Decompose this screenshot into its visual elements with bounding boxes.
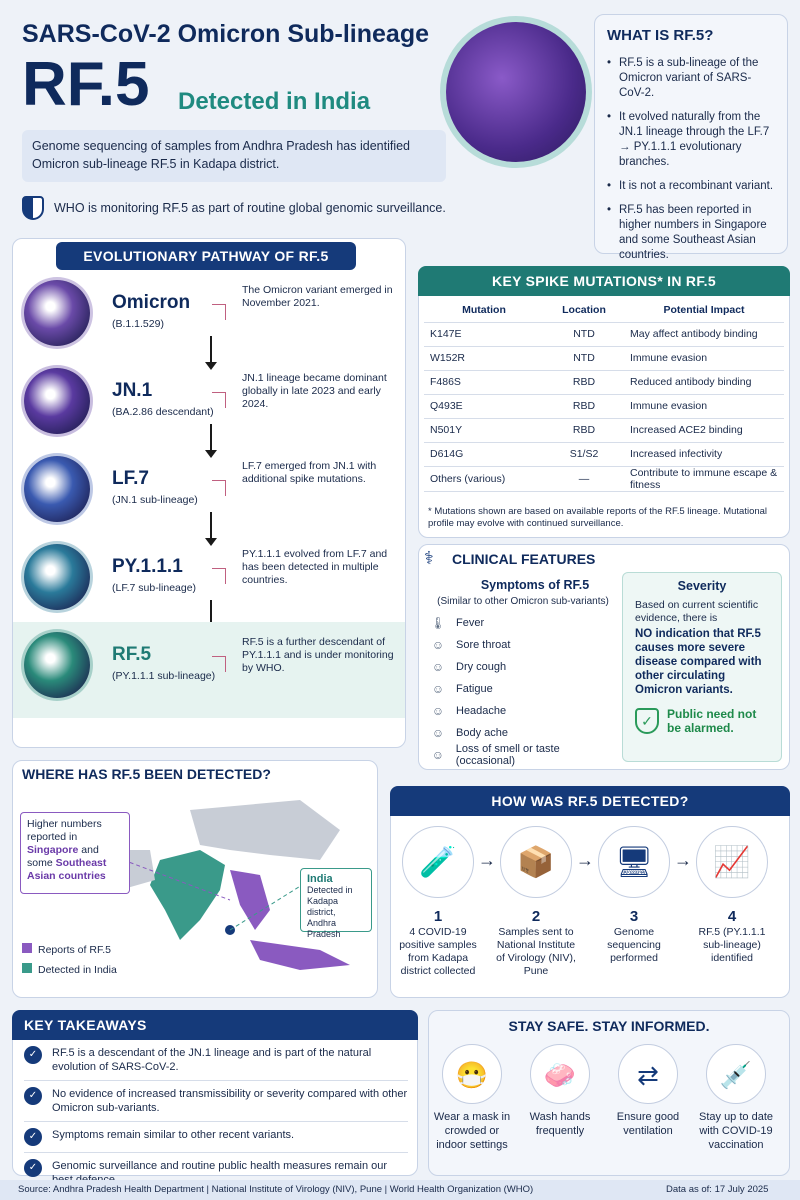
table-cell: D614G [424, 442, 544, 466]
table-cell: RBD [544, 418, 624, 442]
what-is-title: WHAT IS RF.5? [607, 27, 714, 44]
map-land-islands [250, 940, 350, 970]
safety-icon: ⇄ [618, 1044, 678, 1104]
spike-col-header: Potential Impact [624, 298, 784, 322]
pathway-connector [212, 480, 226, 496]
table-cell: Reduced antibody binding [624, 370, 784, 394]
detection-step-icon: 📦 [500, 826, 572, 898]
clinical-title: CLINICAL FEATURES [452, 551, 596, 567]
symptom-item [430, 612, 620, 634]
symptom-icon: ☺ [431, 748, 445, 762]
safe-title: STAY SAFE. STAY INFORMED. [508, 1018, 710, 1034]
table-cell: Q493E [424, 394, 544, 418]
takeaway-item [24, 1040, 408, 1081]
symptom-icon: ☺ [431, 726, 445, 740]
pathway-step-name: Omicron [112, 292, 191, 313]
title-rf5: RF.5 [22, 50, 150, 119]
virus-icon [24, 456, 90, 522]
table-cell: RBD [544, 370, 624, 394]
takeaway-icon: ✓ [24, 1159, 42, 1177]
table-row [424, 370, 784, 394]
table-row [424, 322, 784, 346]
lead-text-box: Genome sequencing of samples from Andhra Pradesh has identified Omicron sub-lineage RF.5 in Kadapa district. [22, 130, 446, 182]
title-line1: SARS-CoV-2 Omicron Sub-lineage [22, 20, 430, 48]
where-box [20, 812, 130, 894]
symptom-label: Dry cough [456, 661, 507, 673]
title-detected: Detected in India [178, 88, 371, 115]
takeaway-text: Genomic surveillance and routine public health measures remain our [52, 1160, 388, 1172]
spike-col-header: Mutation [424, 298, 544, 322]
pathway-connector [212, 656, 226, 672]
table-cell: Contribute to immune escape & fitness [624, 466, 784, 491]
table-cell: Increased ACE2 binding [624, 418, 784, 442]
safety-text: Stay up to date with COVID-19 vaccination [699, 1111, 773, 1151]
india-box [300, 868, 372, 939]
table-cell: F486S [424, 370, 544, 394]
table-row [424, 442, 784, 466]
symptoms-title: Symptoms of RF.5 [480, 578, 590, 592]
table-cell: Immune evasion [624, 394, 784, 418]
safety-icon: 😷 [442, 1044, 502, 1104]
safety-icon: 🧼 [530, 1044, 590, 1104]
pathway-step-name: JN.1 [112, 380, 153, 401]
detection-step-number: 4 [727, 908, 737, 925]
pathway-step-sub: (JN.1 sub-lineage) [112, 494, 198, 506]
table-cell: K147E [424, 322, 544, 346]
detection-step-text: RF.5 (PY.1.1.1 sub-lineage) identified [698, 926, 766, 964]
check-shield-icon: ✓ [635, 708, 659, 734]
takeaway-item [24, 1122, 408, 1153]
pathway-step-desc: LF.7 emerged from JN.1 with additional spike mutations. [242, 460, 377, 485]
safety-icon: 💉 [706, 1044, 766, 1104]
symptom-icon: ☺ [431, 660, 445, 674]
what-is-item: • It evolved naturally from the JN.1 lineage through the LF.7 → PY.1.1.1 evolutionary branches. [607, 110, 775, 170]
pathway-arrow [210, 512, 212, 540]
symptom-icon: ☺ [431, 638, 445, 652]
virus-icon [24, 632, 90, 698]
symptom-item [430, 634, 620, 656]
safety-text: Wear a mask in crowded or indoor settings [433, 1111, 511, 1151]
what-is-item: • It is not a recombinant variant. [607, 179, 775, 194]
detection-step-text: 4 COVID-19 positive samples from Kadapa district collected [399, 926, 477, 977]
table-row [424, 418, 784, 442]
pathway-step-name: PY.1.1.1 [112, 556, 183, 577]
symptom-label: Body ache [456, 727, 508, 739]
pathway-step-sub: (PY.1.1.1 sub-lineage) [112, 670, 216, 682]
how-title: HOW WAS RF.5 DETECTED? [390, 786, 790, 816]
legend-india: Detected in India [38, 964, 117, 976]
pathway-arrow [210, 336, 212, 364]
spike-col-header: Location [544, 298, 624, 322]
what-is-card [594, 14, 788, 261]
stethoscope-icon: ⚕ [424, 548, 434, 568]
public-text: Public need not be alarmed. [667, 707, 757, 735]
legend-swatch-india [22, 963, 32, 973]
pathway-connector [212, 304, 226, 320]
symptom-icon: ☺ [431, 682, 445, 696]
detection-step-icon: 🧪 [402, 826, 474, 898]
safety-text: Ensure good ventilation [616, 1111, 680, 1137]
symptom-icon: 🌡 [430, 616, 446, 630]
severity-text: Based on current scientific evidence, there is [635, 599, 759, 624]
map-land-sea [230, 870, 270, 930]
table-cell: N501Y [424, 418, 544, 442]
detection-step-text: Samples sent to National Institute of Virology (NIV), Pune [496, 926, 576, 977]
who-text: WHO is monitoring RF.5 as part of routine global genomic surveillance. [54, 201, 446, 215]
india-text: Detected in Kadapa district, Andhra Pradesh [307, 885, 353, 939]
map-land-china [190, 800, 340, 860]
who-line [22, 196, 446, 220]
table-cell: W152R [424, 346, 544, 370]
virus-icon [24, 544, 90, 610]
takeaway-item [24, 1081, 408, 1122]
pathway-step-name: RF.5 [112, 644, 152, 665]
severity-box [622, 572, 782, 762]
footer-source: Source: Andhra Pradesh Health Department | National Institute of Virology (NIV), Pune | World Health Organization (WHO) [18, 1184, 534, 1195]
virus-icon [24, 368, 90, 434]
where-and: and some [27, 844, 99, 869]
takeaways-title: KEY TAKEAWAYS [12, 1010, 418, 1040]
pathway-step-desc: JN.1 lineage became dominant globally in late 2023 and early 2024. [242, 372, 387, 410]
table-cell: RBD [544, 394, 624, 418]
detection-step-icon: 🖥 [598, 826, 670, 898]
table-cell: — [544, 466, 624, 491]
pathway-arrow [210, 424, 212, 452]
symptom-label: Fatigue [456, 683, 493, 695]
takeaway-text: Symptoms remain similar to other recent variants. [52, 1129, 295, 1141]
detection-step-icon: 📈 [696, 826, 768, 898]
pathway-step-name: LF.7 [112, 468, 149, 489]
symptom-item [430, 700, 620, 722]
takeaway-icon: ✓ [24, 1128, 42, 1146]
pathway-step-desc: RF.5 is a further descendant of PY.1.1.1 and is under monitoring by WHO. [242, 636, 394, 674]
where-title: WHERE HAS RF.5 BEEN DETECTED? [22, 766, 271, 782]
table-cell: May affect antibody binding [624, 322, 784, 346]
symptom-label: Fever [456, 617, 485, 629]
legend-swatch-reports [22, 943, 32, 953]
pathway-step-desc: PY.1.1.1 evolved from LF.7 and has been detected in multiple countries. [242, 548, 388, 586]
table-row [424, 394, 784, 418]
symptom-label: Sore throat [456, 639, 511, 651]
pathway-title: EVOLUTIONARY PATHWAY OF RF.5 [56, 242, 356, 270]
spike-note: * Mutations shown are based on available reports of the RF.5 lineage. Mutational profile may evolve with continued surveillance. [428, 506, 768, 529]
arrow-right-icon: → [478, 850, 496, 870]
virus-illustration [446, 22, 586, 162]
detection-step-number: 2 [531, 908, 541, 925]
pathway-step-sub: (B.1.1.529) [112, 318, 164, 330]
takeaway-icon: ✓ [24, 1087, 42, 1105]
symptoms-sub: (Similar to other Omicron sub-variants) [437, 596, 609, 607]
table-cell: NTD [544, 322, 624, 346]
detection-step-text: Genome sequencing performed [607, 926, 661, 964]
table-cell: Increased infectivity [624, 442, 784, 466]
symptom-label: Headache [456, 705, 507, 717]
pathway-step-sub: (BA.2.86 descendant) [112, 406, 214, 418]
severity-bold: NO indication that RF.5 causes more severe disease compared with other circulating Omicron variants. [635, 628, 762, 696]
legend-reports: Reports of RF.5 [38, 944, 111, 956]
table-cell: Others (various) [424, 466, 544, 491]
spike-table [424, 298, 784, 492]
detection-step-number: 3 [629, 908, 639, 925]
takeaway-icon: ✓ [24, 1046, 42, 1064]
table-cell: NTD [544, 346, 624, 370]
detection-step-number: 1 [433, 908, 443, 925]
symptom-item [430, 656, 620, 678]
spike-title: KEY SPIKE MUTATIONS* IN RF.5 [418, 266, 790, 296]
table-cell: Immune evasion [624, 346, 784, 370]
takeaway-text: RF.5 is a descendant of the JN.1 lineage and is part of the natural evolution of SARS-CoV-2. [52, 1047, 372, 1073]
india-title: India [307, 873, 333, 885]
table-row [424, 346, 784, 370]
footer-date: Data as of: 17 July 2025 [666, 1184, 769, 1195]
map-land-india [150, 850, 225, 940]
pathway-connector [212, 392, 226, 408]
pathway-step-desc: The Omicron variant emerged in November 2021. [242, 284, 393, 309]
arrow-right-icon: → [674, 850, 692, 870]
severity-title: Severity [677, 579, 727, 593]
where-box-text: Higher numbers reported in [27, 818, 102, 843]
arrow-right-icon: → [576, 850, 594, 870]
table-row [424, 466, 784, 491]
symptom-label: Loss of smell or taste (occasional) [455, 743, 560, 767]
symptom-icon: ☺ [431, 704, 445, 718]
symptom-item [430, 722, 620, 744]
virus-icon [24, 280, 90, 346]
where-singapore: Singapore [27, 844, 79, 856]
table-cell: S1/S2 [544, 442, 624, 466]
what-is-item: • RF.5 is a sub-lineage of the Omicron variant of SARS-CoV-2. [607, 56, 775, 101]
what-is-item: • RF.5 has been reported in higher numbers in Singapore and some Southeast Asian countries. [607, 203, 775, 263]
safety-text: Wash hands frequently [529, 1111, 591, 1137]
pathway-step-sub: (LF.7 sub-lineage) [112, 582, 197, 594]
takeaway-text: No evidence of increased transmissibility or severity compared with other Omicron sub-variants. [52, 1088, 408, 1114]
symptom-item [430, 678, 620, 700]
where-sea: Southeast Asian countries [27, 857, 107, 882]
pathway-connector [212, 568, 226, 584]
shield-icon [22, 196, 44, 220]
legend [22, 940, 117, 980]
symptom-item [430, 744, 620, 766]
